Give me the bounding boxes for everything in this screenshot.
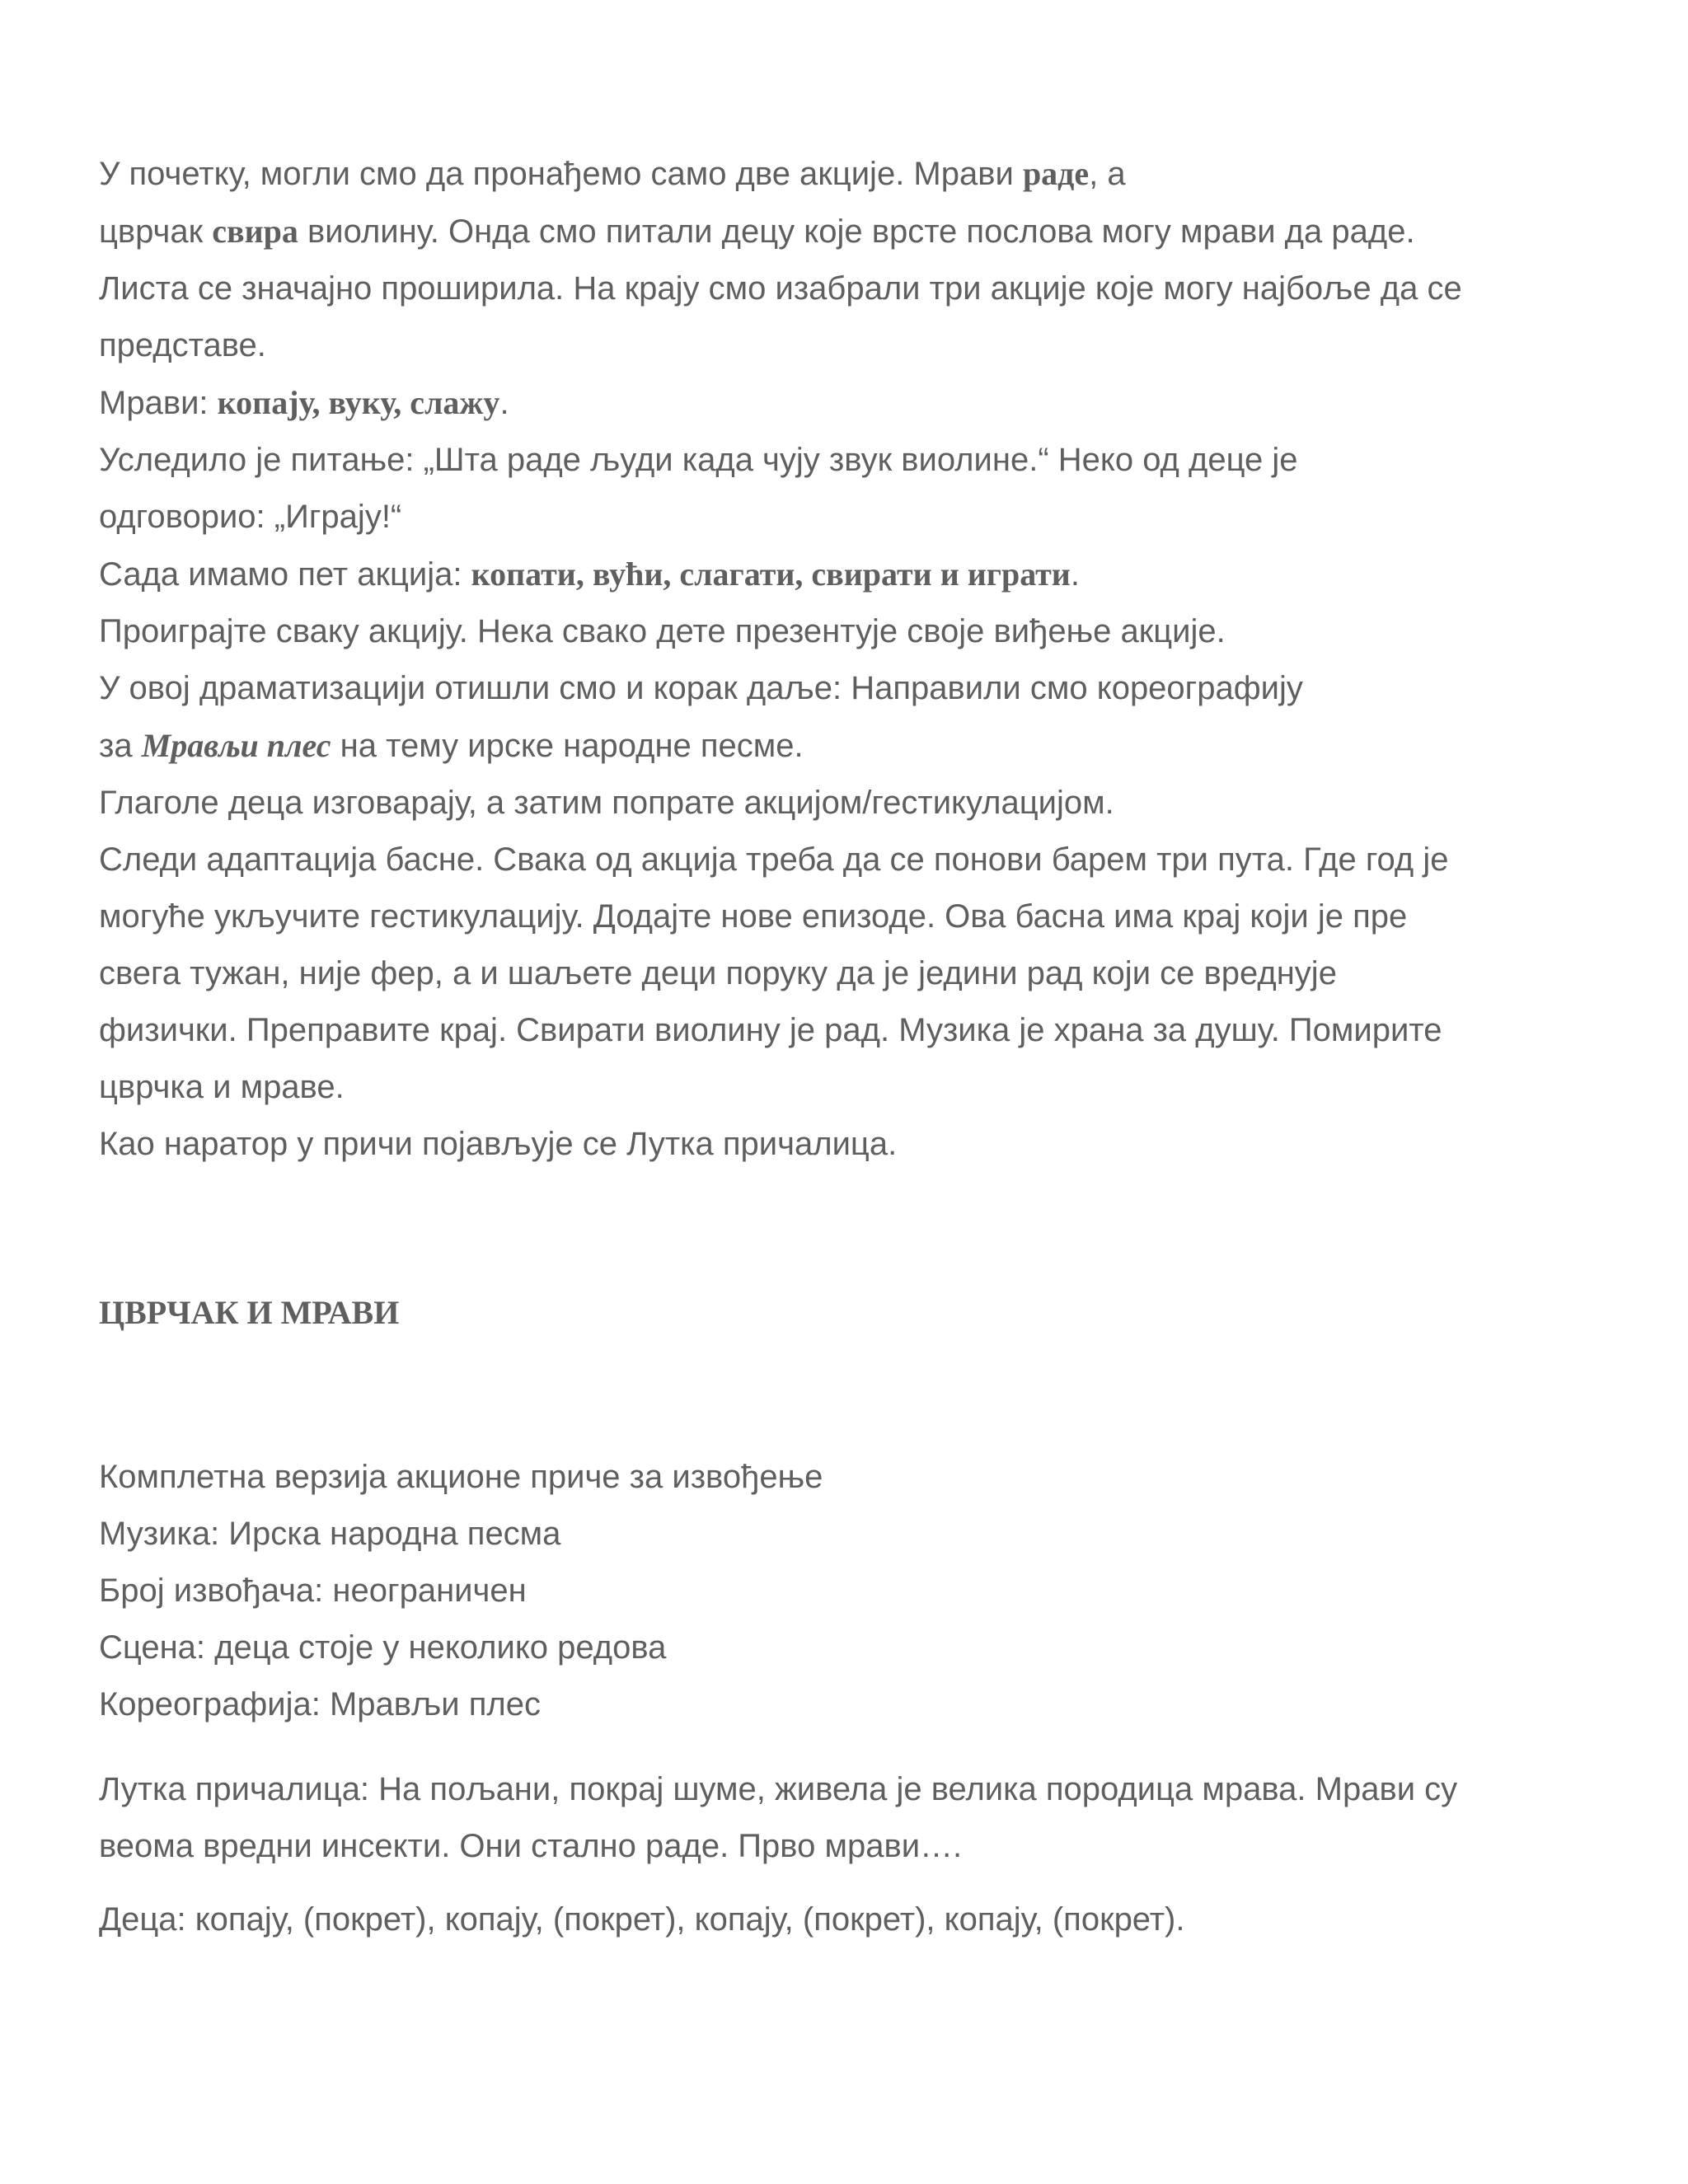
intro-line: Као наратор у причи појављује се Лутка причалица.	[99, 1126, 898, 1162]
intro-line: могуће укључите гестикулацију. Додајте нове епизоде. Ова басна има крај који је пре	[99, 898, 1408, 935]
info-line: Комплетна верзија акционе приче за извођење	[99, 1459, 823, 1495]
italic-title: Мрављи плес	[141, 727, 331, 764]
intro-line: свега тужан, није фер, а и шаљете деци поруку да је једини рад који се вреднује	[99, 955, 1337, 991]
info-line: Музика: Ирска народна песма	[99, 1516, 561, 1552]
intro-line: цврчак свира виолину. Онда смо питали децу које врсте послова могу мрави да раде.	[99, 213, 1415, 250]
intro-line: Листа се значајно проширила. На крају смо изабрали три акције које могу најбоље да се	[99, 270, 1462, 307]
intro-line: У овој драматизацији отишли смо и корак даље: Направили смо кореографију	[99, 670, 1303, 706]
intro-line: за Мрављи плес на тему ирске народне песме.	[99, 727, 804, 764]
intro-line: цврчка и мраве.	[99, 1069, 345, 1105]
intro-line: У почетку, могли смо да пронађемо само две акције. Мрави раде, а	[99, 155, 1126, 192]
intro-line: физички. Преправите крај. Свирати виолину је рад. Музика је храна за душу. Помирите	[99, 1012, 1442, 1048]
intro-line: представе.	[99, 327, 266, 363]
bold-term: копају, вуку, слажу	[217, 384, 500, 421]
info-line: Број извођача: неограничен	[99, 1572, 527, 1609]
intro-paragraph	[99, 145, 1607, 1173]
intro-line: Следи адаптација басне. Свака од акција треба да се понови барем три пута. Где год је	[99, 841, 1449, 878]
story-line: веома вредни инсекти. Они стално раде. Прво мрави….	[99, 1828, 963, 1864]
bold-term: копати, вући, слагати, свирати и играти	[471, 555, 1071, 593]
intro-line: Проиграјте сваку акцију. Нека свако дете презентује своје виђење акције.	[99, 613, 1226, 649]
section-heading: ЦВРЧАК И МРАВИ	[99, 1294, 400, 1331]
story-paragraph	[99, 1761, 1607, 1875]
intro-line: Уследило је питање: „Шта раде људи када чују звук виолине.“ Неко од деце је	[99, 442, 1298, 478]
chorus-line: Деца: копају, (покрет), копају, (покрет), копају, (покрет), копају, (покрет).	[99, 1901, 1185, 1938]
intro-line: Мрави: копају, вуку, слажу.	[99, 384, 509, 421]
info-line: Кореографија: Мрављи плес	[99, 1686, 541, 1722]
bold-term: раде	[1022, 155, 1090, 192]
bold-term: свира	[212, 213, 298, 250]
intro-line: Сада имамо пет акција: копати, вући, слагати, свирати и играти.	[99, 555, 1080, 593]
intro-line: одговорио: „Играју!“	[99, 499, 402, 535]
info-line: Сцена: деца стоје у неколико редова	[99, 1629, 667, 1666]
intro-line: Глаголе деца изговарају, а затим попрате акцијом/гестикулацијом.	[99, 785, 1114, 821]
chorus-paragraph	[99, 1891, 1607, 1948]
info-block	[99, 1449, 1607, 1733]
story-line: Лутка причалица: На пољани, покрај шуме, живела је велика породица мрава. Мрави су	[99, 1771, 1458, 1807]
